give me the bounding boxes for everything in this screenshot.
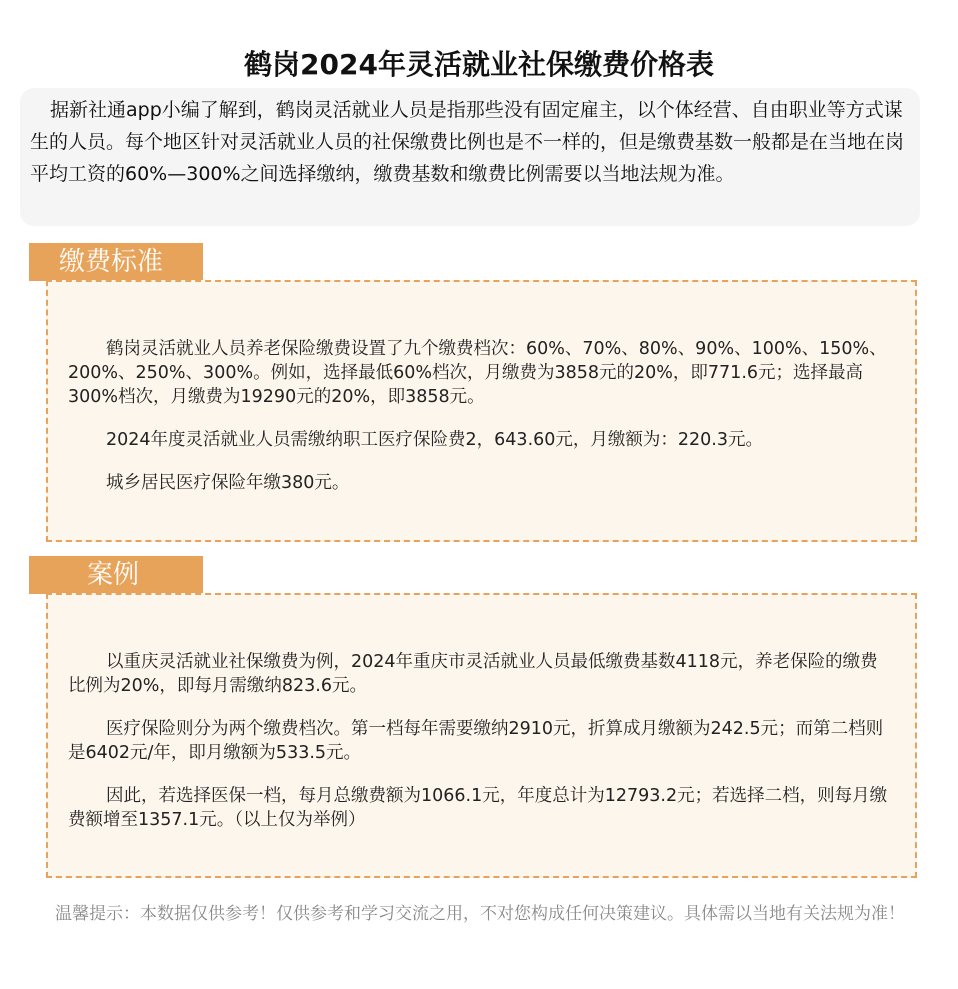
paragraph: 医疗保险则分为两个缴费档次。第一档每年需要缴纳2910元，折算成月缴额为242.5元；而第二档则是6402元/年，即月缴额为533.5元。 (68, 719, 884, 763)
paragraph: 以重庆灵活就业社保缴费为例，2024年重庆市灵活就业人员最低缴费基数4118元，养老保险的缴费比例为20%，即每月需缴纳823.6元。 (68, 652, 878, 696)
paragraph: 2024年度灵活就业人员需缴纳职工医疗保险费2，643.60元，月缴额为：220.3元。 (106, 430, 763, 450)
standard-box (46, 280, 917, 542)
section-tab-case (29, 556, 203, 594)
paragraph: 城乡居民医疗保险年缴380元。 (106, 473, 350, 493)
section-heading: 案例 (87, 560, 140, 590)
paragraph: 鹤岗灵活就业人员养老保险缴费设置了九个缴费档次：60%、70%、80%、90%、100%、150%、200%、250%、300%。例如，选择最低60%档次，月缴费为3858元的20%，即771.6元；选择最高300%档次，月缴费为19290元的20%，即3858元。 (68, 339, 887, 407)
intro-box (20, 88, 920, 226)
footer-note: 温馨提示：本数据仅供参考！仅供参考和学习交流之用，不对您构成任何决策建议。具体需以当地有关法规为准！ (55, 904, 905, 924)
case-box (46, 593, 917, 878)
intro-text: 据新社通app小编了解到，鹤岗灵活就业人员是指那些没有固定雇主，以个体经营、自由职业等方式谋生的人员。每个地区针对灵活就业人员的社保缴费比例也是不一样的，但是缴费基数一般都是在当地在岗平均工资的60%—300%之间选择缴纳，缴费基数和缴费比例需要以当地法规为准。 (30, 99, 905, 185)
section-tab-standard (29, 243, 203, 281)
page-title: 鹤岗2024年灵活就业社保缴费价格表 (244, 47, 714, 81)
section-heading: 缴费标准 (59, 247, 164, 277)
paragraph: 因此，若选择医保一档，每月总缴费额为1066.1元，年度总计为12793.2元；若选择二档，则每月缴费额增至1357.1元。（以上仅为举例） (68, 786, 888, 830)
